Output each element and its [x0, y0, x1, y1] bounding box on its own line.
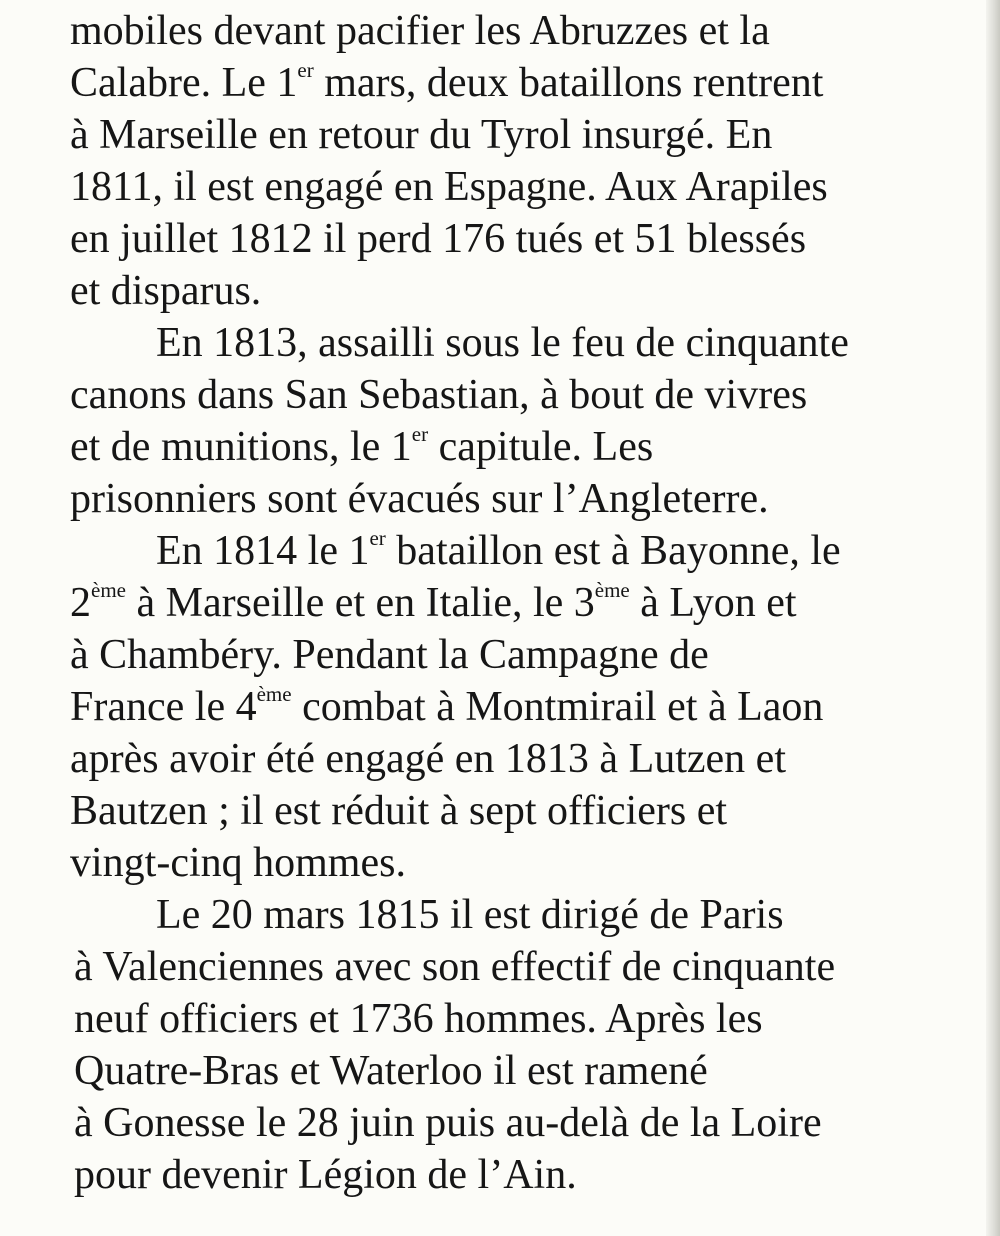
text-line: à Chambéry. Pendant la Campagne de: [70, 632, 709, 678]
text-line: Quatre-Bras et Waterloo il est ramené: [74, 1048, 708, 1094]
text-line: prisonniers sont évacués sur l’Angleterre.: [70, 476, 769, 522]
text-line: Le 20 mars 1815 il est dirigé de Paris: [156, 892, 784, 938]
text-line: pour devenir Légion de l’Ain.: [74, 1152, 577, 1198]
text-line: canons dans San Sebastian, à bout de vivres: [70, 372, 808, 418]
superscript: er: [369, 526, 386, 550]
text-line: neuf officiers et 1736 hommes. Après les: [74, 996, 763, 1042]
text-line: et de munitions, le 1er capitule. Les: [70, 422, 654, 470]
text-line: 2ème à Marseille et en Italie, le 3ème à Lyon et: [70, 578, 797, 626]
text-line: à Valenciennes avec son effectif de cinquante: [74, 944, 836, 990]
text-line: 1811, il est engagé en Espagne. Aux Arapiles: [70, 164, 828, 210]
superscript: er: [297, 58, 314, 82]
superscript: ème: [594, 578, 630, 602]
text-line: en juillet 1812 il perd 176 tués et 51 blessés: [70, 216, 807, 262]
text-line: Bautzen ; il est réduit à sept officiers et: [70, 788, 728, 834]
body-text: [70, 5, 980, 1201]
text-line: à Gonesse le 28 juin puis au-delà de la Loire: [74, 1100, 822, 1146]
text-line: France le 4ème combat à Montmirail et à Laon: [70, 682, 824, 730]
text-line: Calabre. Le 1er mars, deux bataillons rentrent: [70, 58, 824, 106]
text-line: vingt-cinq hommes.: [70, 840, 406, 886]
text-line: En 1813, assailli sous le feu de cinquante: [156, 320, 849, 366]
text-line: et disparus.: [70, 268, 262, 314]
superscript: ème: [256, 682, 292, 706]
page-edge-shadow: [986, 0, 1000, 1236]
superscript: ème: [91, 578, 126, 602]
text-line: mobiles devant pacifier les Abruzzes et la: [70, 8, 770, 54]
text-line: après avoir été engagé en 1813 à Lutzen et: [70, 736, 786, 782]
superscript: er: [411, 422, 429, 446]
text-line: En 1814 le 1er bataillon est à Bayonne, le: [156, 526, 841, 574]
text-line: à Marseille en retour du Tyrol insurgé. En: [70, 112, 773, 158]
